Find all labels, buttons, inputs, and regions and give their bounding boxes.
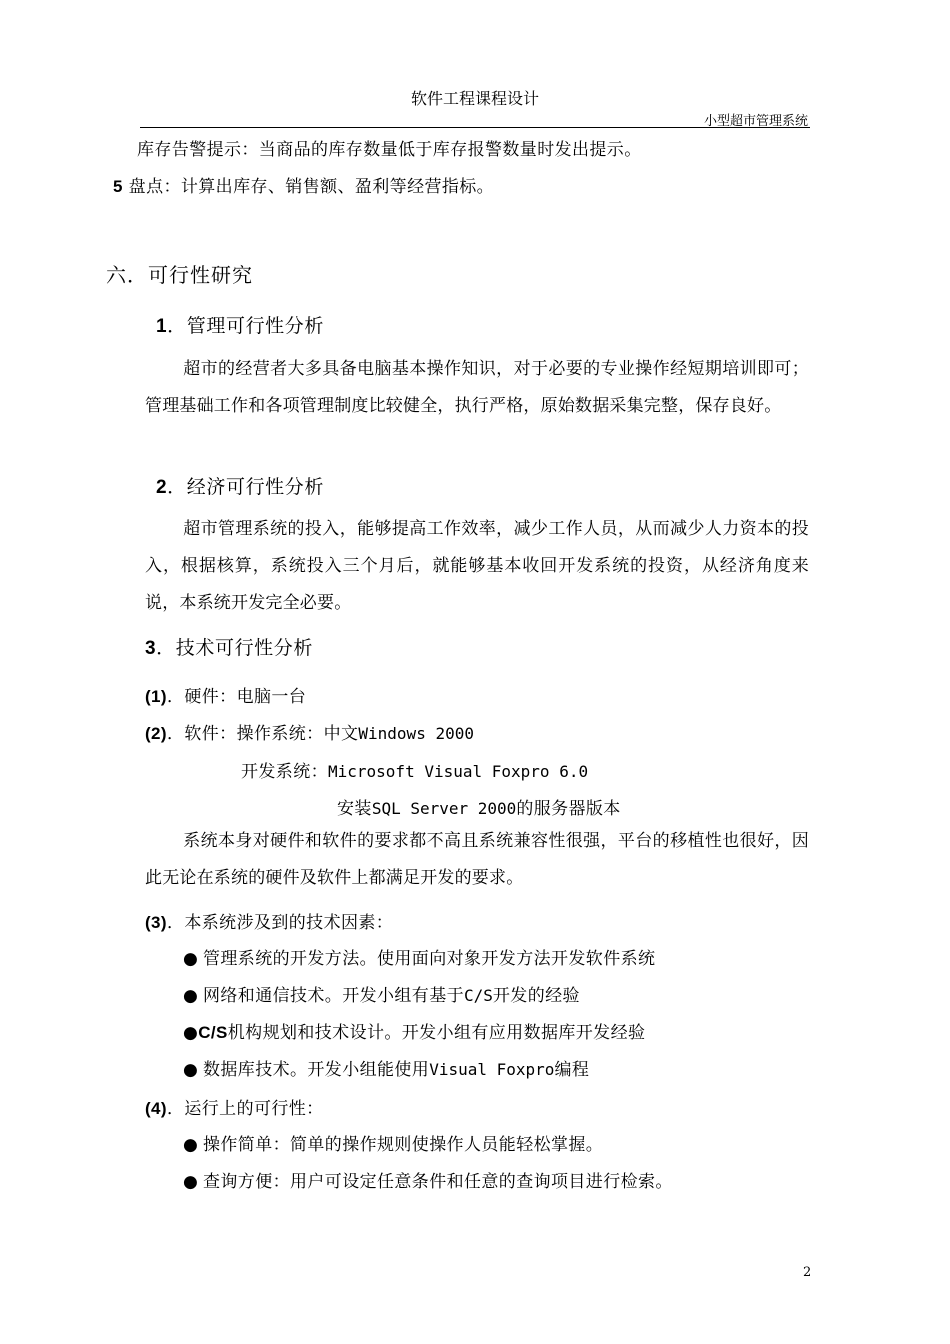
- hardware-text: ．硬件：电脑一台: [166, 687, 307, 707]
- install-pre: 安装: [337, 799, 372, 819]
- list-item-text: 数据库技术。开发小组能使用: [203, 1060, 430, 1080]
- list-item-term: C/S: [464, 986, 493, 1005]
- list-item: [183, 1018, 645, 1043]
- page-header-title: 软件工程课程设计: [410, 89, 539, 108]
- dev-system-value: Microsoft Visual Foxpro 6.0: [328, 762, 589, 781]
- list-item: [183, 1167, 673, 1192]
- section-title: 六．可行性研究: [106, 263, 253, 287]
- subsection-3-title: ．技术可行性分析: [156, 637, 313, 659]
- install-line: [337, 794, 621, 819]
- dev-system-label: 开发系统：: [241, 762, 328, 782]
- hardware-number: (1): [145, 687, 167, 706]
- bullet-icon: ●: [183, 1135, 199, 1155]
- bullet-icon: ●: [183, 1060, 199, 1080]
- install-product: SQL Server 2000: [371, 799, 517, 818]
- software-os: Windows 2000: [358, 724, 474, 743]
- subsection-1-number: 1: [156, 316, 168, 337]
- bullet-icon: ●: [183, 1023, 199, 1043]
- operational-number: (4): [145, 1099, 167, 1118]
- install-post: 的服务器版本: [516, 799, 621, 819]
- list-item-text: 网络和通信技术。开发小组有基于: [203, 986, 464, 1006]
- list-item-text: 查询方便：用户可设定任意条件和任意的查询项目进行检索。: [203, 1172, 673, 1192]
- item-5-text: 盘点：计算出库存、销售额、盈利等经营指标。: [128, 177, 495, 197]
- economic-feasibility-paragraph: [145, 511, 809, 622]
- software-line: [145, 719, 474, 744]
- operational-feasibility-line: [145, 1094, 324, 1119]
- item-5-number: 5: [113, 177, 123, 196]
- tech-factors-number: (3): [145, 913, 167, 932]
- compatibility-text: 系统本身对硬件和软件的要求都不高且系统兼容性很强，平台的移植性也很好，因此无论在系统的硬件及软件上都满足开发的要求。: [145, 831, 809, 888]
- list-item-text: 机构规划和技术设计。开发小组有应用数据库开发经验: [227, 1023, 646, 1043]
- subsection-1-heading: [156, 311, 324, 338]
- list-item: [183, 981, 580, 1006]
- subsection-3-number: 3: [145, 638, 157, 659]
- operational-text: ．运行上的可行性：: [166, 1099, 324, 1119]
- tech-factors-text: ．本系统涉及到的技术因素：: [166, 913, 394, 933]
- list-item-text: 开发的经验: [492, 986, 580, 1006]
- tech-factors-line: [145, 908, 393, 933]
- list-item: [183, 944, 655, 969]
- bullet-icon: ●: [183, 986, 199, 1006]
- subsection-2-number: 2: [156, 477, 168, 498]
- list-item-text: 操作简单：简单的操作规则使操作人员能轻松掌握。: [203, 1135, 604, 1155]
- list-item-term: Visual Foxpro: [429, 1060, 555, 1079]
- dev-system-line: [241, 757, 588, 782]
- compatibility-paragraph: [145, 823, 809, 897]
- subsection-3-heading: [145, 633, 313, 660]
- stock-alert-line: 库存告警提示：当商品的库存数量低于库存报警数量时发出提示。: [137, 140, 642, 160]
- list-item-text: 编程: [554, 1060, 590, 1080]
- list-item: [183, 1055, 589, 1080]
- subsection-2-heading: [156, 472, 324, 499]
- page-header-subtitle: 小型超市管理系统: [703, 114, 808, 129]
- list-item-text: 管理系统的开发方法。使用面向对象开发方法开发软件系统: [203, 949, 656, 969]
- management-feasibility-paragraph: [145, 351, 809, 425]
- header-divider: [140, 127, 810, 128]
- bullet-icon: ●: [183, 1172, 199, 1192]
- software-number: (2): [145, 724, 167, 743]
- bullet-icon: ●: [183, 949, 199, 969]
- item-5-line: [113, 172, 494, 197]
- subsection-1-title: ．管理可行性分析: [167, 315, 324, 337]
- management-feasibility-text: 超市的经营者大多具备电脑基本操作知识，对于必要的专业操作经短期培训即可；管理基础工作和各项管理制度比较健全，执行严格，原始数据采集完整，保存良好。: [145, 359, 809, 416]
- economic-feasibility-text: 超市管理系统的投入，能够提高工作效率，减少工作人员，从而减少人力资本的投入，根据核算，系统投入三个月后，就能够基本收回开发系统的投资，从经济角度来说，本系统开发完全必要。: [145, 519, 809, 613]
- subsection-2-title: ．经济可行性分析: [167, 476, 324, 498]
- hardware-line: [145, 682, 306, 707]
- list-item: [183, 1130, 603, 1155]
- page-number: 2: [803, 1265, 812, 1280]
- software-label: ．软件：操作系统：中文: [166, 724, 359, 744]
- list-item-term: C/S: [198, 1023, 228, 1042]
